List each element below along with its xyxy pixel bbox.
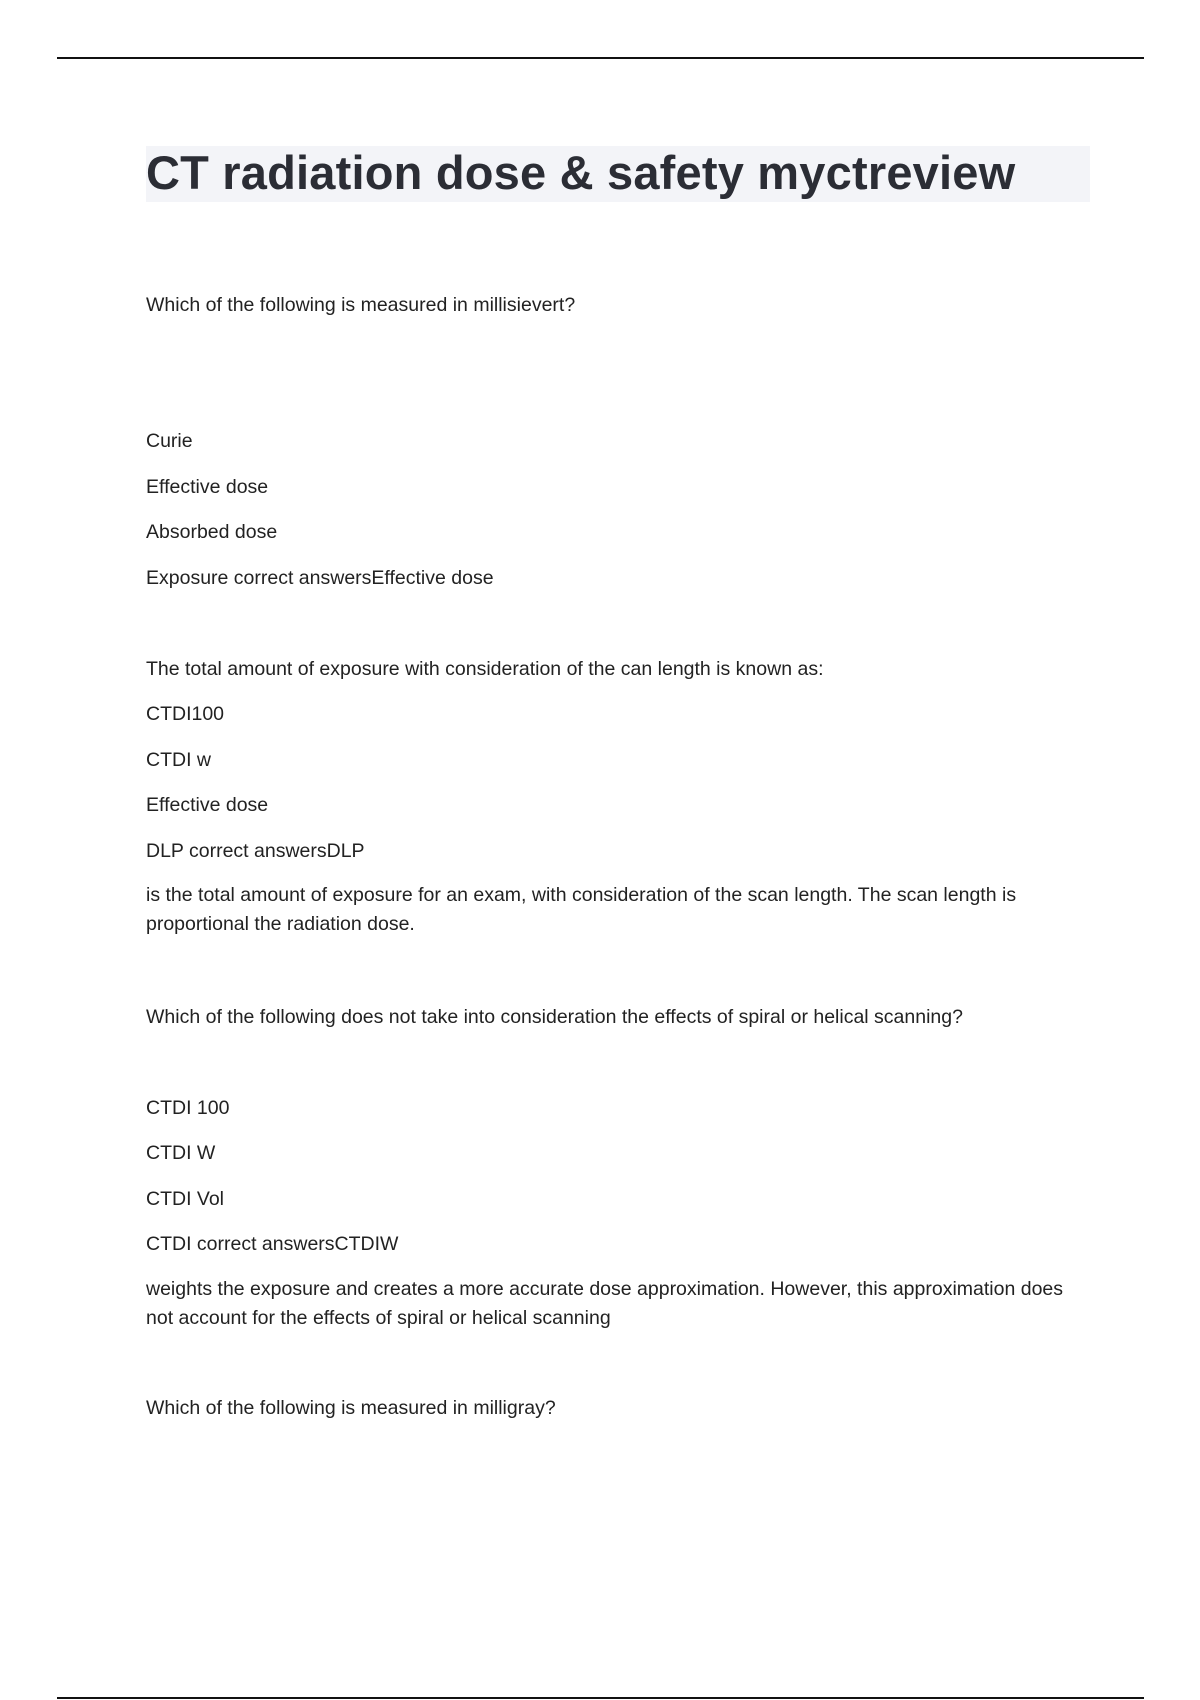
q3-option-4-answer: CTDI correct answersCTDIW <box>146 1233 399 1255</box>
q1-option-4-answer: Exposure correct answersEffective dose <box>146 567 494 589</box>
q2-explanation: is the total amount of exposure for an exam, with consideration of the scan length. The scan length is proportional the radiation dose. <box>146 884 1017 935</box>
q3-option-1: CTDI 100 <box>146 1097 230 1119</box>
q3-option-3: CTDI Vol <box>146 1188 225 1210</box>
q2-option-4-answer: DLP correct answersDLP <box>146 840 365 862</box>
bottom-rule <box>57 1697 1144 1699</box>
question-4: Which of the following is measured in milligray? <box>146 1397 556 1419</box>
q1-option-2: Effective dose <box>146 476 269 498</box>
q2-option-3: Effective dose <box>146 794 269 816</box>
q3-explanation: weights the exposure and creates a more accurate dose approximation. However, this approximation does not account for the effects of spiral or helical scanning <box>146 1278 1064 1329</box>
q3-option-2: CTDI W <box>146 1142 216 1164</box>
q2-option-2: CTDI w <box>146 749 211 771</box>
question-1: Which of the following is measured in millisievert? <box>146 294 576 316</box>
question-2: The total amount of exposure with consideration of the can length is known as: <box>146 658 824 680</box>
top-rule <box>57 57 1144 59</box>
question-3: Which of the following does not take into consideration the effects of spiral or helical scanning? <box>146 1006 963 1028</box>
q1-option-1: Curie <box>146 430 193 452</box>
q2-option-1: CTDI100 <box>146 703 225 725</box>
q1-option-3: Absorbed dose <box>146 521 278 543</box>
document-title: CT radiation dose & safety myctreview <box>146 146 1016 199</box>
